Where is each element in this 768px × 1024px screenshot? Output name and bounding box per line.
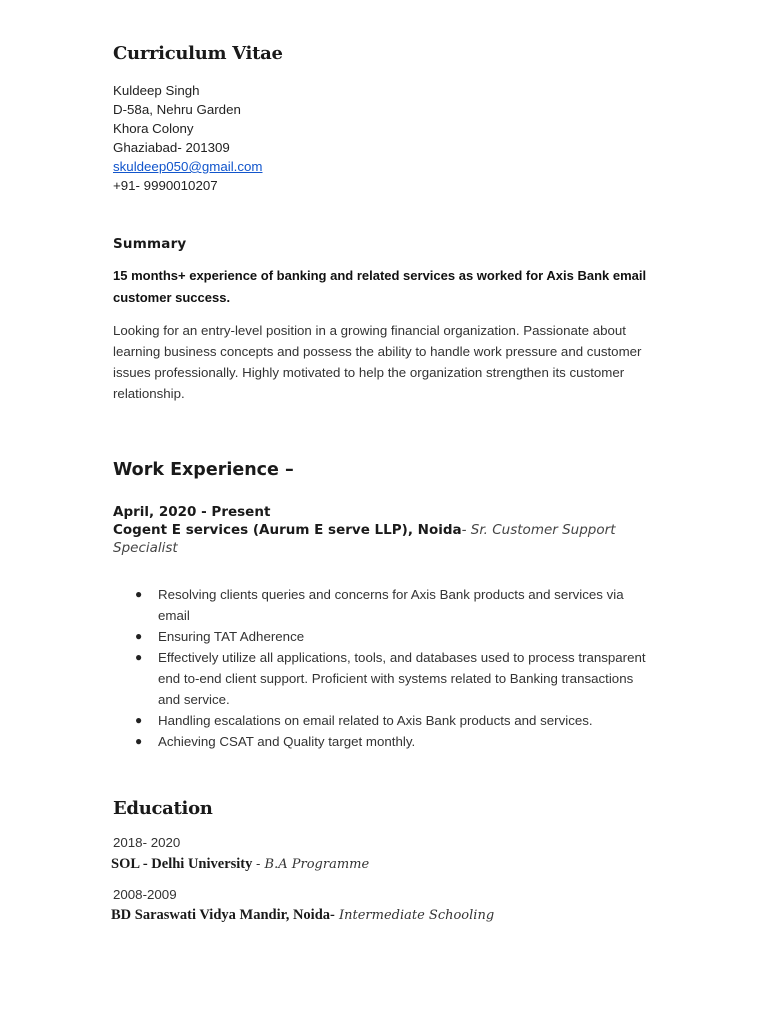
duty-text: Achieving CSAT and Quality target monthly. (158, 734, 416, 749)
list-item (113, 626, 658, 647)
summary-highlight: 15 months+ experience of banking and related services as worked for Axis Bank email customer success. (113, 268, 647, 305)
bullet-icon: ● (135, 629, 143, 643)
contact-phone: +91- 9990010207 (113, 178, 218, 193)
job-title-line (113, 521, 653, 557)
job-role: - Sr. Customer Support Specialist (113, 522, 616, 556)
education-dates-1: 2018- 2020 (113, 835, 181, 850)
education-entry-1 (111, 856, 369, 873)
summary-body: Looking for an entry-level position in a growing financial organization. Passionate about learning business concepts and possess the ability to handle work pressure and customer issues professionally. Highly motivated to help the organization strengthen its customer relationship. (113, 323, 642, 401)
job-dates: April, 2020 - Present (113, 504, 271, 520)
education-course: - B.A Programme (256, 857, 370, 872)
duty-text: Handling escalations on email related to Axis Bank products and services. (158, 713, 593, 728)
bullet-icon: ● (135, 734, 143, 748)
summary-heading: Summary (113, 236, 187, 252)
list-item (113, 731, 658, 752)
work-experience-heading: Work Experience – (113, 460, 294, 480)
duty-text: Ensuring TAT Adherence (158, 629, 305, 644)
contact-address-line-2: Khora Colony (113, 121, 194, 136)
list-item (113, 584, 658, 626)
contact-block (113, 81, 263, 195)
bullet-icon: ● (135, 650, 143, 664)
education-heading: Education (113, 798, 213, 819)
education-entry-2 (111, 907, 494, 924)
duty-text: Effectively utilize all applications, tools, and databases used to process transparent end to-end client support. Proficient with systems related to Banking transactions and service. (158, 650, 646, 707)
list-item (113, 710, 658, 731)
job-duties-list (113, 584, 658, 752)
contact-address-line-1: D-58a, Nehru Garden (113, 102, 241, 117)
email-link[interactable]: skuldeep050@gmail.com (113, 159, 263, 174)
education-dates-2: 2008-2009 (113, 887, 177, 902)
contact-email-row (113, 157, 263, 176)
education-school: BD Saraswati Vidya Mandir, Noida- (111, 907, 335, 923)
duty-text: Resolving clients queries and concerns for Axis Bank products and services via email (158, 587, 624, 623)
education-course: Intermediate Schooling (334, 908, 495, 923)
bullet-icon: ● (135, 713, 143, 727)
document-title: Curriculum Vitae (113, 43, 283, 64)
education-school: SOL - Delhi University (111, 856, 253, 872)
list-item (113, 647, 658, 710)
contact-name: Kuldeep Singh (113, 83, 200, 98)
bullet-icon: ● (135, 587, 143, 601)
job-company: Cogent E services (Aurum E serve LLP), Noida (113, 522, 462, 538)
contact-address-line-3: Ghaziabad- 201309 (113, 140, 230, 155)
